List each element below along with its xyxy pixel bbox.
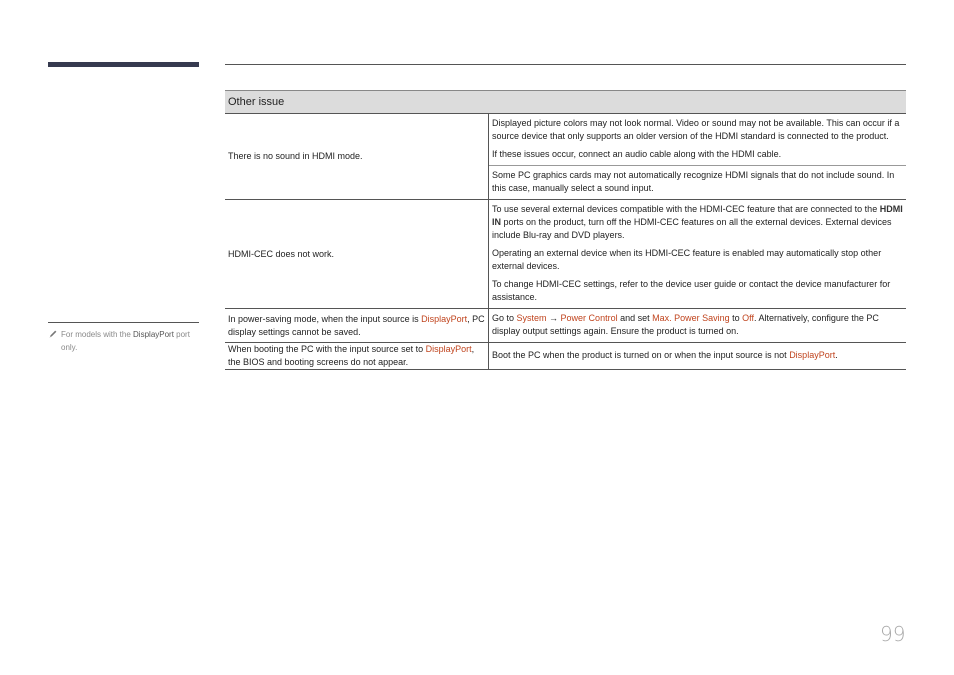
solution-cell <box>489 166 907 200</box>
cause-cell: When booting the PC with the input source set to DisplayPort, the BIOS and booting screens do not appear. <box>225 343 489 370</box>
solution-cell <box>489 200 907 309</box>
side-note <box>48 322 199 354</box>
menu-system: System <box>516 313 547 323</box>
cause-cell: There is no sound in HDMI mode. <box>225 114 489 200</box>
solution-text: Operating an external device when its HDMI-CEC feature is enabled may automatically stop other external devices. <box>492 248 882 271</box>
displayport-term: DisplayPort <box>421 313 468 324</box>
solution-text: To use several external devices compatible with the HDMI-CEC feature that are connected to the HDMI IN ports on the product, turn off the HDMI-CEC features on all the external devices. External devices include Blu-ray and DVD players. <box>492 204 903 240</box>
note-displayport: DisplayPort <box>133 330 174 339</box>
other-issue-table <box>225 90 906 370</box>
solution-text: To change HDMI-CEC settings, refer to the device user guide or contact the device manufacturer for assistance. <box>492 279 891 302</box>
menu-max-power-saving: Max. Power Saving <box>652 313 730 323</box>
table-row <box>225 114 906 166</box>
solution-text: Some PC graphics cards may not automatically recognize HDMI signals that do not include sound. In this case, manually select a sound input. <box>492 170 895 193</box>
solution-cell <box>489 309 907 343</box>
solution-cell <box>489 114 907 166</box>
top-divider <box>225 64 906 65</box>
solution-text: Displayed picture colors may not look normal. Video or sound may not be available. This can occur if a source device that only supports an older version of the HDMI standard is connected to the product. <box>492 118 900 141</box>
table-row <box>225 200 906 309</box>
side-note-text: For models with the DisplayPort port only. <box>61 330 190 352</box>
solution-text: Go to System → Power Control and set Max. Power Saving to Off. Alternatively, configure the PC display output settings again. Ensure the product is turned on. <box>492 313 879 336</box>
cause-cell: In power-saving mode, when the input source is DisplayPort, PC display settings cannot be saved. <box>225 309 489 343</box>
hdmi-in-label: HDMI IN <box>492 204 903 227</box>
section-marker-bar <box>48 62 199 67</box>
displayport-term: DisplayPort <box>425 344 472 354</box>
displayport-term: DisplayPort <box>789 350 836 360</box>
solution-cell <box>489 343 907 370</box>
page-number: 99 <box>880 622 906 646</box>
solution-text: Boot the PC when the product is turned on or when the input source is not DisplayPort. <box>492 350 838 360</box>
cause-cell: HDMI-CEC does not work. <box>225 200 489 309</box>
menu-power-control: Power Control <box>560 313 618 323</box>
table-header: Other issue <box>225 91 906 114</box>
pencil-note-icon <box>48 329 58 339</box>
option-off: Off <box>742 313 755 323</box>
solution-text: If these issues occur, connect an audio cable along with the HDMI cable. <box>492 149 782 159</box>
table-row <box>225 343 906 370</box>
table-row <box>225 309 906 343</box>
